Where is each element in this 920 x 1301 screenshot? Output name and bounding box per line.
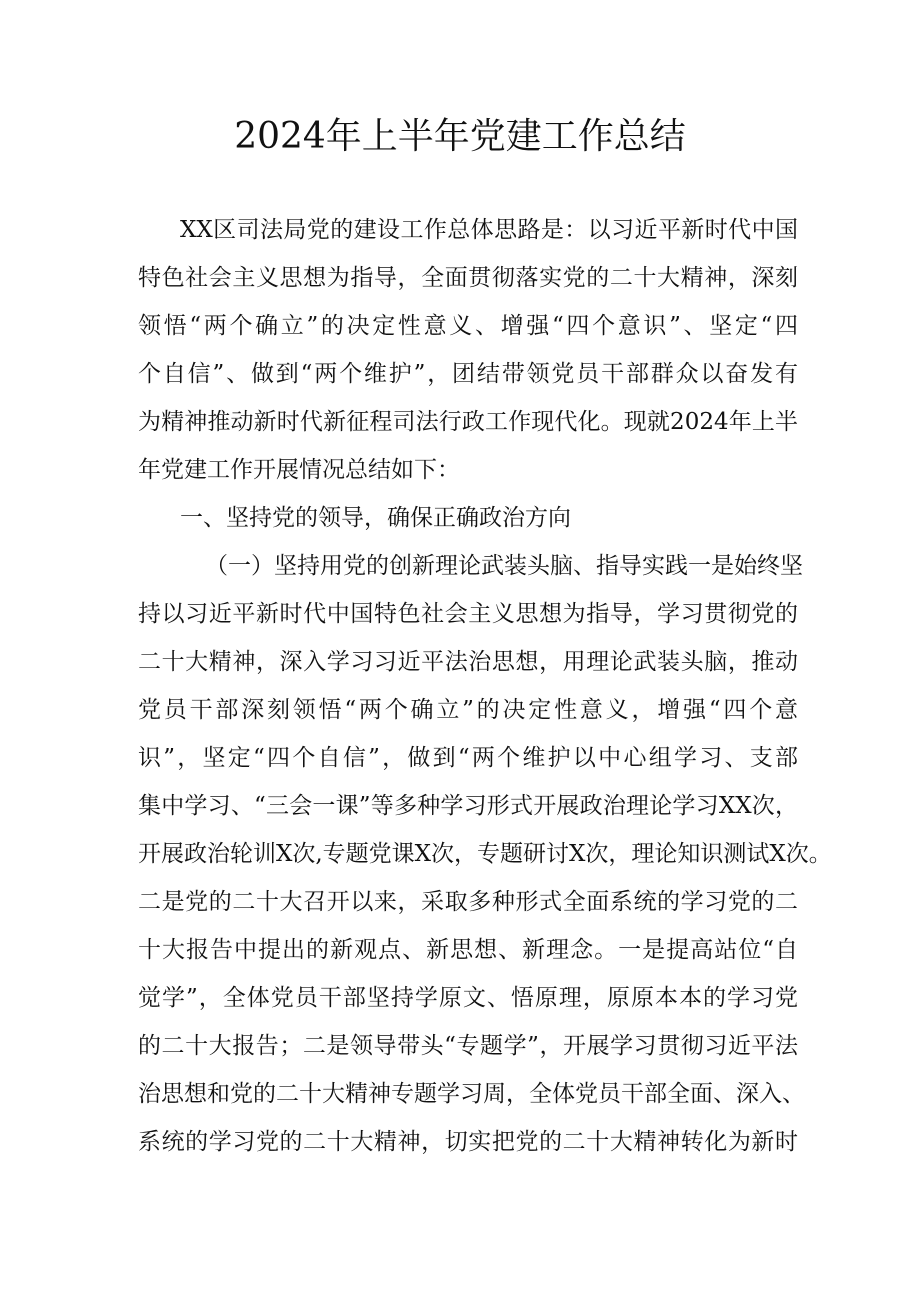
paragraph-line-16: 觉学”，全体党员干部坚持学原文、悟原理，原原本本的学习党 — [138, 985, 798, 1011]
paragraph-line-4: 个自信”、做到“两个维护”，团结带领党员干部群众以奋发有 — [138, 361, 798, 387]
paragraph-line-3: 领悟“两个确立”的决定性意义、增强“四个意识”、坚定“四 — [138, 313, 798, 339]
paragraph-line-12: 集中学习、“三会一课”等多种学习形式开展政治理论学习XX次， — [138, 793, 798, 819]
paragraph-line-13: 开展政治轮训X次,专题党课X次，专题研讨X次，理论知识测试X次。 — [138, 841, 832, 867]
paragraph-line-1: XX区司法局党的建设工作总体思路是：以习近平新时代中国 — [180, 217, 798, 243]
paragraph-line-18: 治思想和党的二十大精神专题学习周，全体党员干部全面、深入、 — [138, 1081, 805, 1107]
paragraph-line-9: 二十大精神，深入学习习近平法治思想，用理论武装头脑，推动 — [138, 649, 798, 675]
document-title: 2024年上半年党建工作总结 — [234, 116, 686, 157]
paragraph-line-14: 二是党的二十大召开以来，采取多种形式全面系统的学习党的二 — [138, 889, 798, 915]
paragraph-line-2: 特色社会主义思想为指导，全面贯彻落实党的二十大精神，深刻 — [138, 265, 798, 291]
paragraph-line-19: 系统的学习党的二十大精神，切实把党的二十大精神转化为新时 — [138, 1129, 798, 1155]
paragraph-line-11: 识”，坚定“四个自信”，做到“两个维护以中心组学习、支部 — [138, 745, 798, 771]
paragraph-line-7: （一）坚持用党的创新理论武装头脑、指导实践一是始终坚 — [205, 553, 803, 579]
paragraph-line-8: 持以习近平新时代中国特色社会主义思想为指导，学习贯彻党的 — [138, 601, 798, 627]
section-heading-1: 一、坚持党的领导，确保正确政治方向 — [180, 505, 571, 531]
paragraph-line-5: 为精神推动新时代新征程司法行政工作现代化。现就2024年上半 — [138, 409, 798, 435]
paragraph-line-17: 的二十大报告；二是领导带头“专题学”，开展学习贯彻习近平法 — [138, 1033, 798, 1059]
paragraph-line-10: 党员干部深刻领悟“两个确立”的决定性意义，增强“四个意 — [138, 697, 798, 723]
paragraph-line-6: 年党建工作开展情况总结如下： — [138, 457, 460, 483]
paragraph-line-15: 十大报告中提出的新观点、新思想、新理念。一是提高站位“自 — [138, 937, 798, 963]
